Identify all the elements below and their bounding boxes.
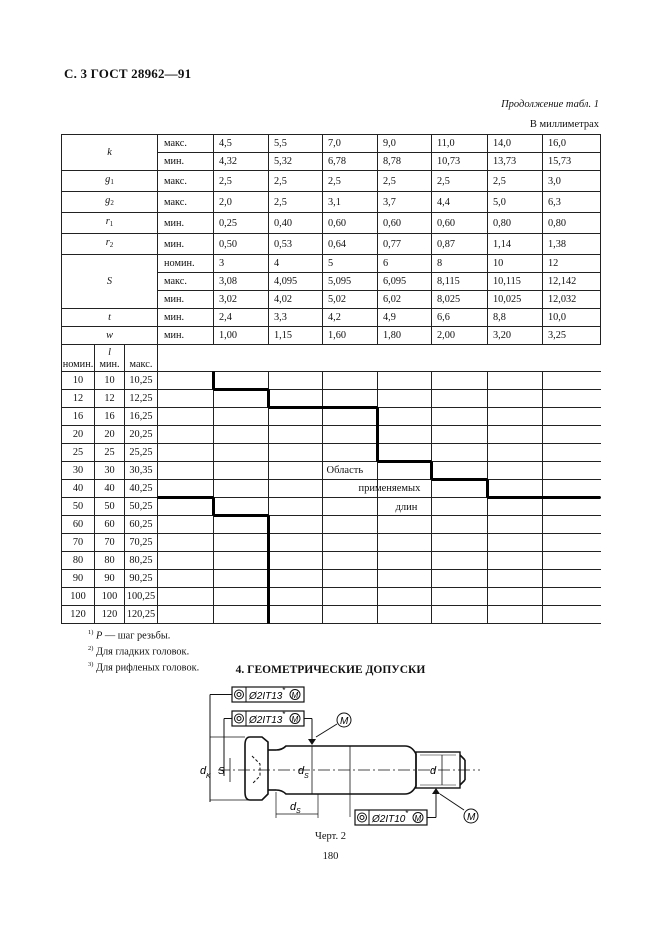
page-number: 180 (322, 851, 339, 862)
length-cell: 80 (62, 552, 95, 570)
value-kind: макс. (158, 192, 214, 213)
length-cell: 120 (62, 606, 95, 624)
length-cell: 16 (62, 408, 95, 426)
table-cell: 2,5 (378, 171, 432, 192)
table-cell: 10,115 (488, 273, 543, 291)
table-cell: 0,80 (488, 213, 543, 234)
table-cell: 8,025 (432, 291, 488, 309)
table-cell: 0,50 (214, 234, 269, 255)
length-cell: 40 (62, 480, 95, 498)
table-cell: 6,6 (432, 309, 488, 327)
ds-label: d (298, 765, 305, 777)
table-cell: 3,25 (543, 327, 601, 345)
table-cell: 3 (214, 255, 269, 273)
length-cell: 100 (95, 588, 125, 606)
table-cell: 2,5 (432, 171, 488, 192)
table-cell: 2,5 (323, 171, 378, 192)
table-cell: 4,02 (269, 291, 323, 309)
length-header-max: макс. (125, 345, 158, 372)
footnote-mark: 3) (88, 660, 94, 668)
table-cell: 4 (269, 255, 323, 273)
table-cell: 10 (488, 255, 543, 273)
length-cell: 10,25 (125, 372, 158, 390)
parameter-symbol: t (62, 309, 158, 327)
table-cell: 12,142 (543, 273, 601, 291)
table-cell: 12 (543, 255, 601, 273)
table-cell: 16,0 (543, 135, 601, 153)
table-cell: 13,73 (488, 153, 543, 171)
table-cell: 1,80 (378, 327, 432, 345)
table-cell: 8,78 (378, 153, 432, 171)
table-cell: 10,025 (488, 291, 543, 309)
length-cell: 12 (62, 390, 95, 408)
length-cell: 90 (95, 570, 125, 588)
value-kind: мин. (158, 153, 214, 171)
table-cell: 0,60 (323, 213, 378, 234)
length-cell: 70 (95, 534, 125, 552)
length-cell: 20 (95, 426, 125, 444)
length-cell: 100,25 (125, 588, 158, 606)
length-cell: 90,25 (125, 570, 158, 588)
footnote-text: Для гладких головок. (96, 646, 190, 658)
footnote-mark: 2) (88, 644, 94, 652)
table-cell: 8 (432, 255, 488, 273)
table-cell: 8,115 (432, 273, 488, 291)
table-cell: 3,7 (378, 192, 432, 213)
table-cell: 1,14 (488, 234, 543, 255)
section-title: 4. ГЕОМЕТРИЧЕСКИЕ ДОПУСКИ (235, 664, 426, 676)
table-cell: 4,2 (323, 309, 378, 327)
value-kind: мин. (158, 327, 214, 345)
table-cell: 2,5 (488, 171, 543, 192)
dk-subscript: K (206, 773, 211, 780)
length-cell: 25 (95, 444, 125, 462)
parameter-symbol: S (62, 255, 158, 309)
units-label: В миллиметрах (529, 119, 599, 130)
table-cell: 2,00 (432, 327, 488, 345)
dk-label: d (200, 765, 207, 777)
length-header-min: l мин. (95, 345, 125, 372)
table-cell: 0,60 (378, 213, 432, 234)
length-cell: 16 (95, 408, 125, 426)
ds-length-label: d (290, 801, 297, 813)
mmc-symbol-3: M (414, 814, 422, 823)
table-cell: 10,73 (432, 153, 488, 171)
table-cell: 2,5 (214, 171, 269, 192)
table-cell: 4,9 (378, 309, 432, 327)
table-cell: 0,64 (323, 234, 378, 255)
table-cell: 6,3 (543, 192, 601, 213)
table-cell: 0,25 (214, 213, 269, 234)
table-continuation-label: Продолжение табл. 1 (501, 99, 599, 110)
table-cell: 0,60 (432, 213, 488, 234)
length-cell: 40,25 (125, 480, 158, 498)
length-cell: 10 (62, 372, 95, 390)
length-cell: 30 (95, 462, 125, 480)
region-label-1: Область (326, 464, 364, 476)
length-cell: 60 (62, 516, 95, 534)
d-label: d (430, 765, 437, 777)
tolerance-frame-2 (232, 710, 304, 726)
value-kind: мин. (158, 213, 214, 234)
table-cell: 4,32 (214, 153, 269, 171)
footnote-2 (88, 643, 199, 659)
table-cell: 2,0 (214, 192, 269, 213)
value-kind: номин. (158, 255, 214, 273)
tolerance-value-3: Ø2IT10 (372, 814, 406, 825)
length-cell: 120,25 (125, 606, 158, 624)
table-cell: 3,08 (214, 273, 269, 291)
length-cell: 70 (62, 534, 95, 552)
table-cell: 5,0 (488, 192, 543, 213)
footnote-mark: 1) (88, 629, 94, 636)
table-cell: 4,5 (214, 135, 269, 153)
page-header: С. 3 ГОСТ 28962—91 (64, 66, 192, 81)
table-cell: 6,095 (378, 273, 432, 291)
length-cell: 40 (95, 480, 125, 498)
table-cell: 0,80 (543, 213, 601, 234)
tolerance-frame-1 (232, 686, 304, 702)
table-cell: 0,53 (269, 234, 323, 255)
table-cell: 4,4 (432, 192, 488, 213)
length-cell: 25,25 (125, 444, 158, 462)
table-cell: 5 (323, 255, 378, 273)
table-cell: 3,0 (543, 171, 601, 192)
length-cell: 50,25 (125, 498, 158, 516)
ds-subscript: S (304, 773, 309, 780)
length-cell: 90 (62, 570, 95, 588)
value-kind: мин. (158, 234, 214, 255)
table-cell: 6,78 (323, 153, 378, 171)
table-cell: 7,0 (323, 135, 378, 153)
screw-drawing (190, 682, 490, 832)
tolerance-star-3: * (405, 809, 409, 818)
value-kind: макс. (158, 171, 214, 192)
length-cell: 30 (62, 462, 95, 480)
table-cell: 1,60 (323, 327, 378, 345)
table-cell: 0,87 (432, 234, 488, 255)
parameter-symbol: k (62, 135, 158, 171)
table-cell: 1,38 (543, 234, 601, 255)
length-header-nom: номин. (62, 345, 95, 372)
mmc-symbol-1: M (291, 691, 299, 700)
value-kind: мин. (158, 291, 214, 309)
parameter-symbol: w (62, 327, 158, 345)
region-label-2: применяемых (358, 482, 421, 494)
table-cell: 11,0 (432, 135, 488, 153)
table-cell: 3,02 (214, 291, 269, 309)
value-kind: макс. (158, 135, 214, 153)
table-cell: 15,73 (543, 153, 601, 171)
footnote-text: Для рифленых головок. (96, 662, 200, 674)
table-cell: 3,1 (323, 192, 378, 213)
table-cell: 2,5 (269, 192, 323, 213)
parameter-symbol: $r_1$ (62, 213, 158, 234)
s-label: S (218, 766, 225, 777)
mmc-symbol-2: M (291, 715, 299, 724)
length-cell: 80,25 (125, 552, 158, 570)
tolerance-value-2: Ø2IT13 (249, 715, 283, 726)
parameter-symbol: $r_2$ (62, 234, 158, 255)
table-cell: 4,095 (269, 273, 323, 291)
table-cell: 0,40 (269, 213, 323, 234)
length-cell: 80 (95, 552, 125, 570)
length-cell: 30,35 (125, 462, 158, 480)
length-cell: 100 (62, 588, 95, 606)
length-cell: 50 (62, 498, 95, 516)
table-cell: 2,4 (214, 309, 269, 327)
table-cell: 6 (378, 255, 432, 273)
footnote-text: — шаг резьбы. (102, 630, 171, 642)
table-cell: 5,02 (323, 291, 378, 309)
length-cell: 10 (95, 372, 125, 390)
length-cell: 120 (95, 606, 125, 624)
value-kind: мин. (158, 309, 214, 327)
figure-caption: Черт. 2 (315, 831, 346, 842)
length-cell: 20,25 (125, 426, 158, 444)
table-cell: 12,032 (543, 291, 601, 309)
length-cell: 60 (95, 516, 125, 534)
length-cell: 16,25 (125, 408, 158, 426)
table-cell: 8,8 (488, 309, 543, 327)
table-cell: 9,0 (378, 135, 432, 153)
length-cell: 20 (62, 426, 95, 444)
table-cell: 5,5 (269, 135, 323, 153)
footnote-symbol: P (96, 630, 103, 642)
value-kind: макс. (158, 273, 214, 291)
footnote-1 (88, 627, 199, 643)
table-cell: 10,0 (543, 309, 601, 327)
tolerance-star-2: * (282, 710, 286, 719)
tolerance-value-1: Ø2IT13 (249, 691, 283, 702)
length-cell: 70,25 (125, 534, 158, 552)
length-cell: 12 (95, 390, 125, 408)
length-cell: 12,25 (125, 390, 158, 408)
table-cell: 3,20 (488, 327, 543, 345)
tolerance-star-1: * (282, 686, 286, 695)
length-cell: 60,25 (125, 516, 158, 534)
mmc-circle-bottom: M (467, 812, 476, 823)
ds-length-subscript: S (296, 808, 301, 815)
table-cell: 3,3 (269, 309, 323, 327)
table-cell: 1,15 (269, 327, 323, 345)
table-cell: 0,77 (378, 234, 432, 255)
table-cell: 1,00 (214, 327, 269, 345)
table-cell: 2,5 (269, 171, 323, 192)
table-cell: 6,02 (378, 291, 432, 309)
table-cell: 5,095 (323, 273, 378, 291)
table-cell: 14,0 (488, 135, 543, 153)
table-cell: 5,32 (269, 153, 323, 171)
mmc-circle-top: M (340, 716, 349, 727)
length-cell: 50 (95, 498, 125, 516)
length-cell: 25 (62, 444, 95, 462)
region-label-3: длин (395, 501, 418, 513)
parameter-symbol: $g_1$ (62, 171, 158, 192)
parameter-symbol: $g_2$ (62, 192, 158, 213)
